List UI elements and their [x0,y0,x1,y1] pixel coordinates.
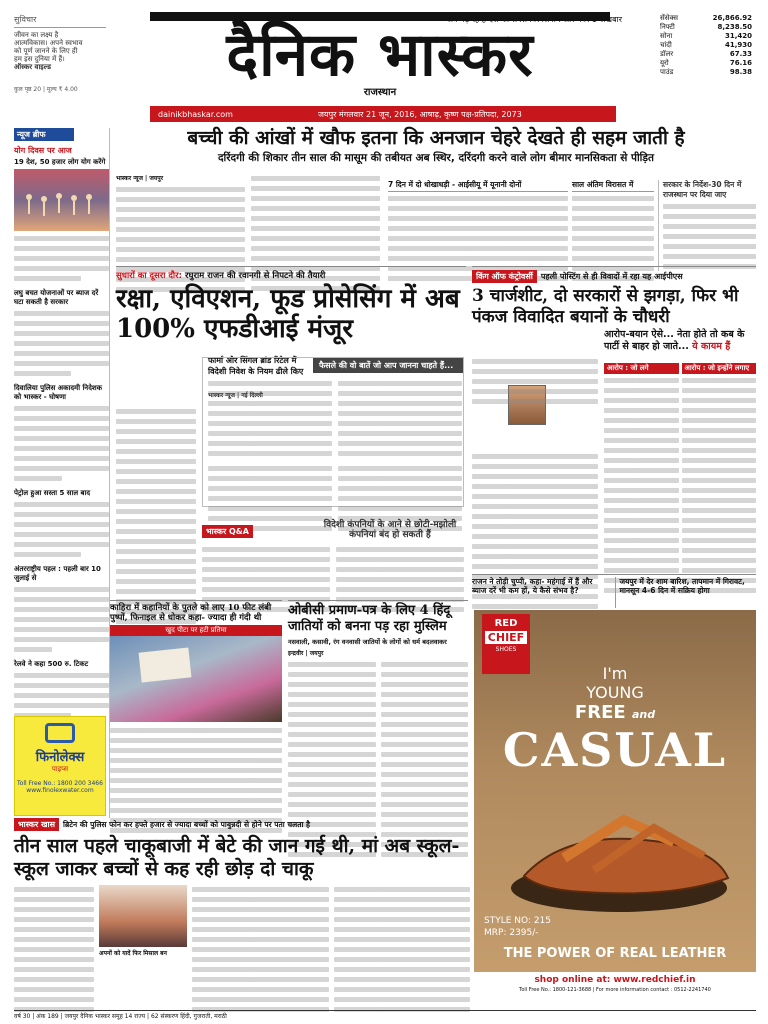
allegations-col1: आरोप : जो लगे [604,363,679,374]
market-row: यूरो 76.16 [660,59,752,67]
obc-story [288,600,468,814]
tagline: अब पढ़ रहे हैं देश का सबसे विश्वसनीय और नंबर 1 अखबार [446,15,622,24]
lead-story [116,128,756,264]
controversy-quote: आरोप-बयान ऐसे... नेता होते तो कब के पार्टी से बाहर हो जाते... ये कायम हैं [604,329,745,352]
bottom-tag: भास्कर खास [14,818,59,831]
fdi-story [116,266,466,596]
ad-brand: फिनोलेक्स [35,750,85,765]
obc-sub: नसवाली, कसावी, रंग वनवासी जातियों के लोगों को धर्म बदलवाकर [288,638,447,646]
brief-title: अंतरराष्ट्रीय पहल : पहली बार 10 जुलाई से [14,565,101,582]
market-box [660,14,752,77]
ad-tagline: THE POWER OF REAL LEATHER [503,946,727,961]
market-row: सेंसेक्स 26,866.92 [660,14,752,22]
market-row: चांदी 41,930 [660,41,752,49]
ad-mrp: MRP: 2395/- [484,928,539,938]
ad-phone: Toll Free No.: 1800 200 3466 [17,780,103,787]
fdi-headline: रक्षा, एविएशन, फूड प्रोसेसिंग में अब 100% एफडीआई मंजूर [116,284,460,344]
allegations [604,363,756,595]
ad-sub: पाइप्स [51,765,69,773]
dateline: जयपुर मंगलवार 21 जून, 2016, आषाढ़, कृष्ण पक्ष-प्रतिपदा, 2073 [318,109,522,119]
fdi-box-title: फैसले की वो बातें जो आप जानना चाहते हैं... [313,358,463,373]
controversy-story [472,266,756,596]
fdi-kicker: सुधारों का दूसरा दौर: रघुराम राजन की रवानगी से निपटने की तैयारी [116,271,326,281]
side-brief: सरकार के निर्देश-30 दिन में राजस्थान पर दिया जाए [658,180,756,271]
left-column [14,128,110,818]
bottom-banner [14,818,470,831]
rajan-brief: राजन ने तोड़ी चुप्पी, कहा- महंगाई में हैं और ब्याज दरें भी कम हों, ये कैसे संभव है? [472,577,593,595]
edition: राजस्थान [363,87,397,98]
ad-style: STYLE NO: 215 [484,916,551,926]
fdi-points [208,379,462,533]
brief-title: पेट्रोल हुआ सस्ता 5 साल बाद [14,489,91,497]
quote-text: जीवन का लक्ष्य है आत्मविकास। अपने स्वभाव को पूर्ण जानने के लिए ही हम इस दुनिया में हैं। ऑस्कर वाइल्ड [14,31,83,71]
sandal-icon [504,780,734,930]
obc-headline: ओबीसी प्रमाण-पत्र के लिए 4 हिंदू जातियों को बनना पड़ रहा मुस्लिम [288,603,451,634]
lead-headline: बच्ची की आंखों में खौफ इतना कि अनजान चेहरे देखते ही सहम जाती है [187,127,685,149]
ad-web: www.finolexwater.com [26,787,94,794]
yoga-photo [14,169,109,231]
yoga-figures-icon [14,169,110,231]
mother-photo [99,885,187,947]
ad-copy: I'm YOUNG FREE and CASUAL [502,664,728,777]
fdi-sub: फार्मा और सिंगल ब्रांड रिटेल में विदेशी निवेश के नियम ढीले किए [208,356,304,376]
photo-caption: अपनों को यादें फिर मिसाल बन [99,950,167,957]
fdi-byline: भास्कर न्यूज | नई दिल्ली [208,392,263,399]
controversy-tag: किंग ऑफ कंट्रोवर्सी पहली पोस्टिंग से ही विवादों में रहा यह आईपीएस [472,270,756,283]
pipe-icon [45,723,75,743]
qa-title: विदेशी कंपनियों के आने से छोटी-मझोली कंपनियां बंद हो सकती हैं [323,520,457,540]
allegations-col2: आरोप : जो इन्होंने लगाए [682,363,757,374]
section-label: न्यूज ब्रीफ [14,128,74,141]
dateline-bar [150,106,616,122]
controversy-body [472,357,598,611]
bottom-headline: तीन साल पहले चाकूबाजी में बेटे की जान गई थी, मां अब स्कूल-स्कूल जाकर बच्चों से कह रही छोड़ दो चाकू [14,835,460,880]
quote-box [14,14,106,93]
obc-byline: इन्द्रवीर | जयपुर [288,650,324,657]
finolex-ad[interactable] [14,716,106,816]
photo-story [110,600,282,814]
bottom-kicker: ब्रिटेन की पुलिस फोन कर हफ्ते हजार से ज्यादा बच्चों को पाबुन्नदी से होने पर पता चलता है [63,819,311,829]
page-footer: वर्ष 30 | अंक 189 | जयपुर दैनिक भास्कर समूह 14 राज्य | 62 संस्करण हिंदी, गुजराती, मराठी [14,1010,756,1020]
market-row: डॉलर 67.33 [660,50,752,58]
market-row: निफ्टी 8,238.50 [660,23,752,31]
paper-title: दैनिक भास्कर [150,12,610,89]
brief-title: 19 देश, 50 हजार लोग योग करेंगे [14,158,106,166]
price: कुल पृष्ठ 20 | मूल्य ₹ 4.00 [14,86,78,93]
lead-subhead: दरिंदगी की शिकार तीन साल की मासूम की तबीयत अब स्थिर, दरिंदगी करने वाले लोग बीमार मानसिकता से पीड़ित [217,151,655,164]
controversy-headline: 3 चार्जशीट, दो सरकारों से झगड़ा, फिर भी पंकज विवादित बयानों के चौधरी [472,286,739,327]
redchief-logo: RED CHIEF SHOES [482,614,530,674]
market-row: पाउंड 98.38 [660,68,752,76]
brief-title: लघु बचत योजनाओं पर ब्याज दरें घटा सकती है सरकार [14,289,99,306]
weather-brief: जयपुर में देर शाम बारिश, तापमान में गिरावट, मानसून 4-6 दिन में सक्रिय होगा [615,577,757,608]
brief-title: दिवालिया पुलिस अकादमी निदेशक को भास्कर - घोषणा [14,384,103,401]
brief-title: रेलवे ने कहा 500 रु. टिकट [14,660,89,668]
yoga-headline: योग दिवस पर आज [14,146,72,155]
website[interactable]: dainikbhaskar.com [158,109,233,119]
market-row: सोना 31,420 [660,32,752,40]
side-brief: साल अंतिम विरासत में [572,180,654,283]
bottom-story [14,818,470,1008]
masthead [0,0,768,130]
ad-shop: shop online at: www.redchief.in Toll Free No.: 1800-121-3688 | For more information contact : 0512-2241740 [474,972,756,1006]
quote-label: सुविचार [14,14,106,28]
redchief-ad[interactable] [474,610,756,1006]
protest-photo [110,636,282,722]
lead-body: भास्कर न्यूज | जयपुर [116,174,380,294]
side-brief: 7 दिन में दो धोखाधड़ी - आईसीयू में यूनानी दोनों [388,180,568,283]
photo-caption-bar: खुद पीटा पर हटी प्रतिमा [110,625,282,636]
qa-label: भास्कर Q&A [202,525,253,538]
briefs-row [472,574,756,608]
photo-headline: काहिरा में कहानियों के पुतले को लाए 10 फीट लंबी पुष्पों, फिनाइल से धोकर कहा- ज्यादा ही गंदी थी [110,603,272,623]
